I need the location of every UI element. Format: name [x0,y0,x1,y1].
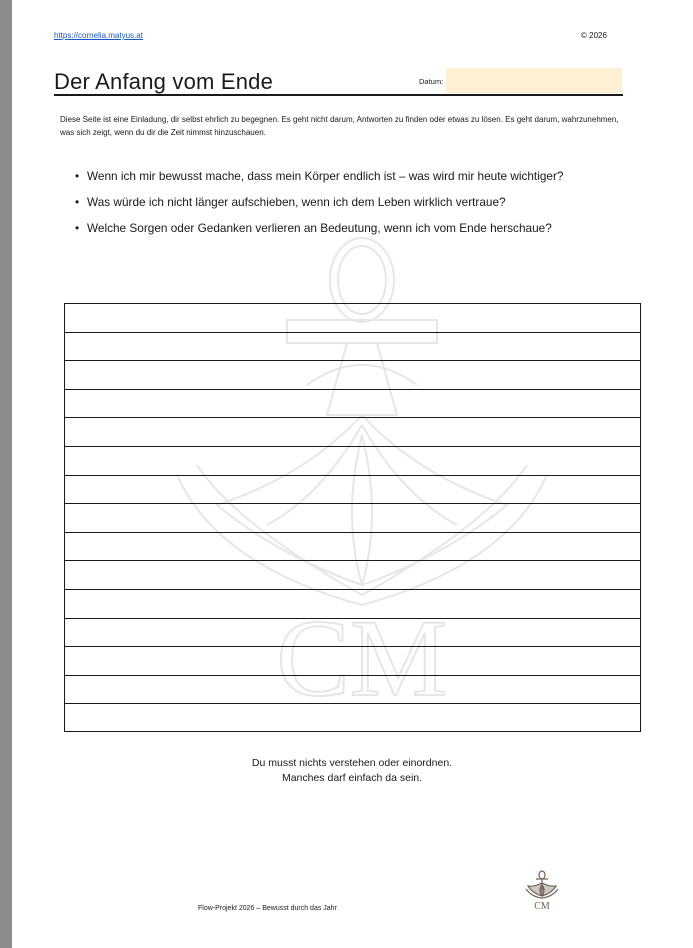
bullet-icon: • [75,195,80,209]
writing-line[interactable] [65,304,640,333]
writing-line[interactable] [65,533,640,562]
writing-line[interactable] [65,647,640,676]
worksheet-page [12,0,693,948]
page-title: Der Anfang vom Ende [54,69,274,94]
closing-line: Manches darf einfach da sein. [281,772,423,784]
date-field[interactable] [446,68,622,93]
copyright-notice: © 2026 [581,31,607,40]
left-margin-bar [0,0,12,948]
bullet-icon: • [75,169,80,183]
title-underline [54,94,623,96]
writing-line[interactable] [65,361,640,390]
writing-line[interactable] [65,619,640,648]
writing-line[interactable] [65,333,640,362]
closing-message [192,756,512,786]
bullet-icon: • [75,221,80,235]
question-item [75,196,563,209]
writing-line[interactable] [65,418,640,447]
intro-text: Diese Seite ist eine Einladung, dir selbst ehrlich zu begegnen. Es geht nicht darum, Antworten zu finden oder etwas zu lösen. Es geht darum, wahrzunehmen, was sich zeigt, wenn du dir die Zeit nimmst hinzuschauen. [60,115,619,137]
writing-line[interactable] [65,447,640,476]
writing-line[interactable] [65,704,640,733]
cm-lotus-logo-icon [524,870,560,912]
question-text: Welche Sorgen oder Gedanken verlieren an Bedeutung, wenn ich vom Ende herschaue? [87,221,552,235]
date-label: Datum: [419,77,444,86]
writing-line[interactable] [65,561,640,590]
question-text: Was würde ich nicht länger aufschieben, wenn ich dem Leben wirklich vertraue? [87,195,506,209]
writing-lines[interactable] [64,303,641,732]
writing-line[interactable] [65,504,640,533]
logo-monogram: CM [534,901,550,912]
writing-line[interactable] [65,390,640,419]
writing-line[interactable] [65,590,640,619]
watermark-monogram: CM [276,597,448,719]
closing-line: Du musst nichts verstehen oder einordnen. [251,757,453,769]
website-link[interactable]: https://cornelia.matyus.at [54,31,143,40]
footer-text: Flow-Projekt 2026 – Bewusst durch das Jahr [198,905,337,912]
writing-line[interactable] [65,676,640,705]
question-text: Wenn ich mir bewusst mache, dass mein Körper endlich ist – was wird mir heute wichtiger? [87,169,564,183]
question-item [75,170,563,183]
writing-line[interactable] [65,476,640,505]
